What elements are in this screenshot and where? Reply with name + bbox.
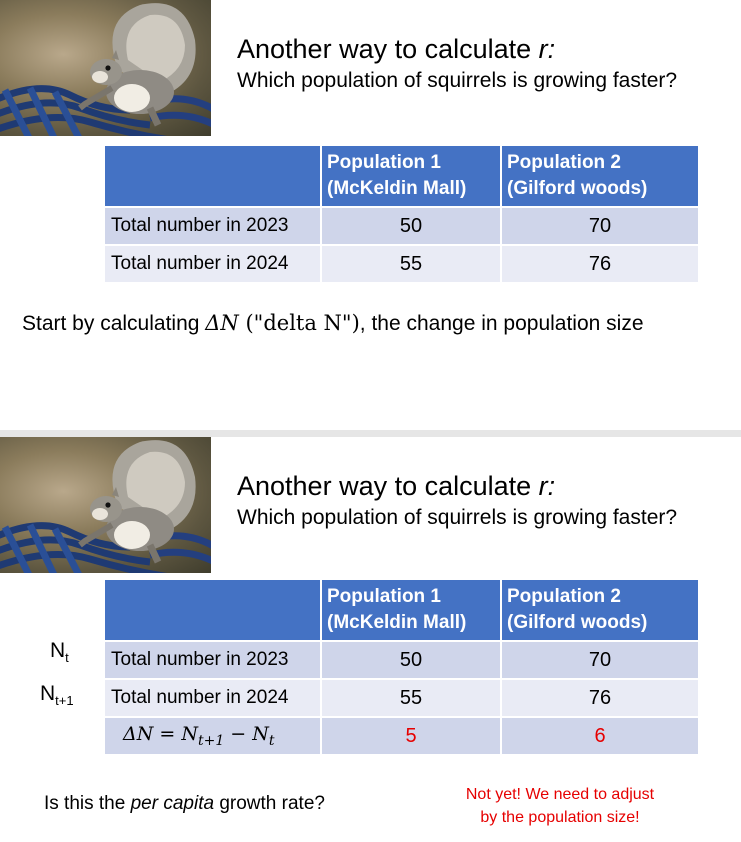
slide-divider (0, 430, 741, 437)
population-1-value: 55 (321, 679, 501, 717)
table-row-delta (105, 717, 698, 755)
header-population-2: Population 2 (Gilford woods) (501, 146, 698, 207)
slide-subtitle: Which population of squirrels is growing faster? (237, 506, 678, 529)
population-2-value: 76 (501, 245, 698, 283)
population-2-value: 70 (501, 207, 698, 245)
slide-title: Another way to calculate r: (237, 34, 556, 64)
slide-2 (0, 437, 741, 842)
header-population-1: Population 1 (McKeldin Mall) (321, 146, 501, 207)
population-table (105, 146, 698, 284)
slide-title: Another way to calculate r: (237, 471, 556, 501)
header-blank (105, 580, 321, 641)
row-label: Total number in 2024 (105, 679, 321, 717)
row-label: Total number in 2024 (105, 245, 321, 283)
delta-formula: $\Delta N = N_{t+1} - N_t$ (105, 717, 321, 755)
table-row (105, 641, 698, 679)
slide-subtitle: Which population of squirrels is growing faster? (237, 69, 678, 92)
population-1-value: 55 (321, 245, 501, 283)
header-blank (105, 146, 321, 207)
population-2-value: 76 (501, 679, 698, 717)
population-1-value: 50 (321, 207, 501, 245)
table-row (105, 207, 698, 245)
population-2-value: 70 (501, 641, 698, 679)
row-label: Total number in 2023 (105, 207, 321, 245)
table-row (105, 679, 698, 717)
delta-population-2-value: 6 (501, 717, 698, 755)
row-label: Total number in 2023 (105, 641, 321, 679)
delta-population-1-value: 5 (321, 717, 501, 755)
answer-note: Not yet! We need to adjust by the population size! (465, 786, 655, 826)
table-row (105, 245, 698, 283)
squirrel-photo (0, 0, 211, 136)
header-population-2: Population 2 (Gilford woods) (501, 580, 698, 641)
header-population-1: Population 1 (McKeldin Mall) (321, 580, 501, 641)
squirrel-photo (0, 437, 211, 573)
population-1-value: 50 (321, 641, 501, 679)
n-t-label: $N_t$ (50, 639, 69, 666)
instruction-text: Start by calculating ΔN ("delta N"), the change in population size (22, 311, 644, 335)
question-text: Is this the per capita growth rate? (44, 793, 325, 814)
n-t1-label: $N_{t+1}$ (40, 682, 74, 709)
population-table (105, 580, 698, 756)
